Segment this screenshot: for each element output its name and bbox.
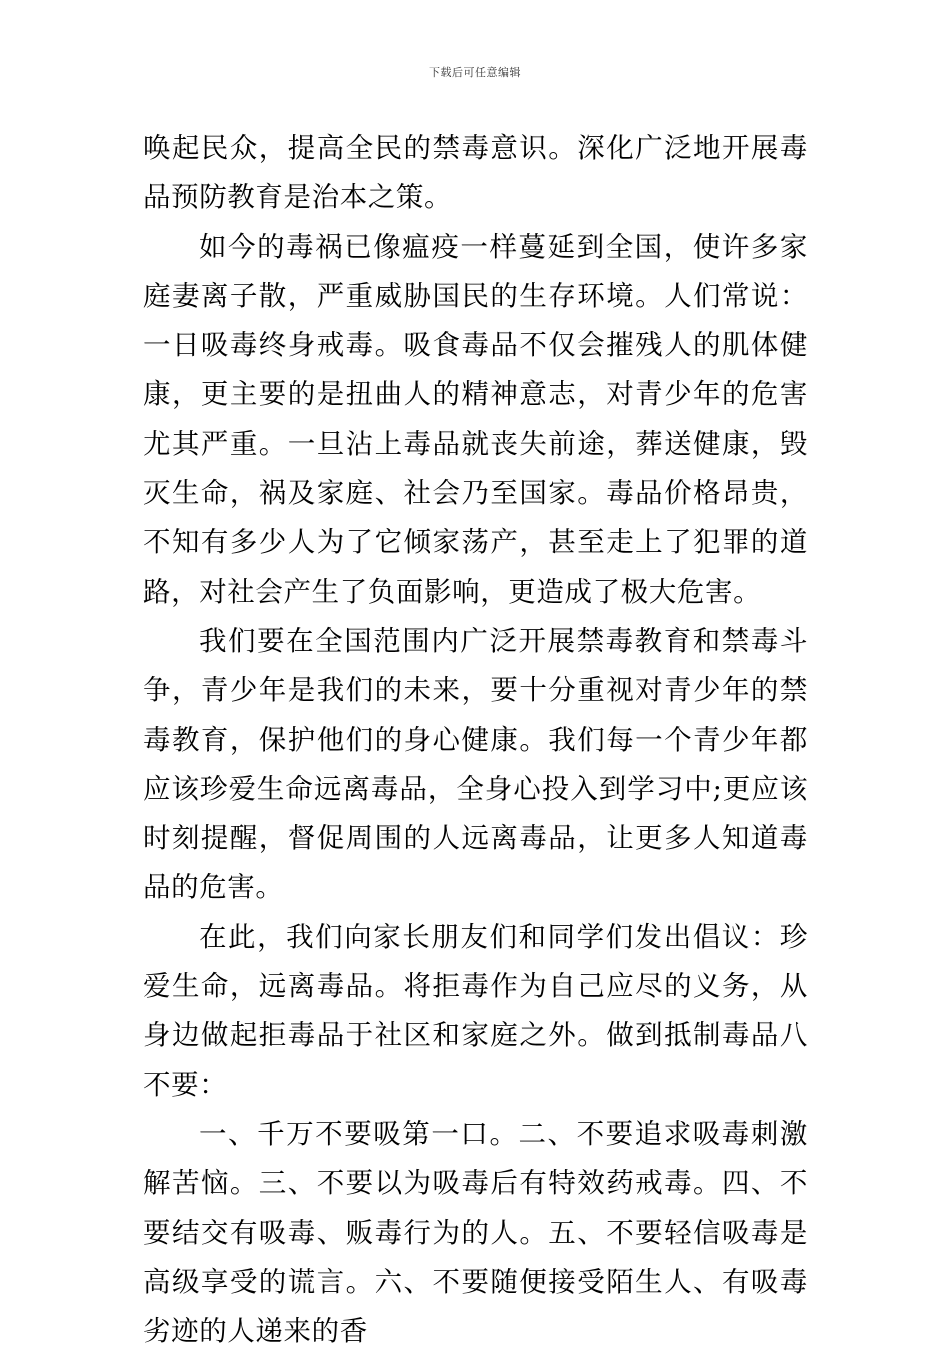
paragraph-1: 唤起民众，提高全民的禁毒意识。深化广泛地开展毒品预防教育是治本之策。 — [143, 132, 808, 214]
paragraph-2: 如今的毒祸已像瘟疫一样蔓延到全国，使许多家庭妻离子散，严重威胁国民的生存环境。人们常说：一日吸毒终身戒毒。吸食毒品不仅会摧残人的肌体健康，更主要的是扭曲人的精神意志，对青少年的危害尤其严重。一旦沾上毒品就丧失前途，葬送健康，毁灭生命，祸及家庭、社会乃至国家。毒品价格昂贵，不知有多少人为了它倾家荡产，甚至走上了犯罪的道路，对社会产生了负面影响，更造成了极大危害。 — [143, 230, 808, 608]
page-header-note: 下载后可任意编辑 — [429, 66, 521, 79]
paragraph-3: 我们要在全国范围内广泛开展禁毒教育和禁毒斗争，青少年是我们的未来，要十分重视对青少年的禁毒教育，保护他们的身心健康。我们每一个青少年都应该珍爱生命远离毒品，全身心投入到学习中;更应该时刻提醒，督促周围的人远离毒品，让更多人知道毒品的危害。 — [143, 624, 808, 904]
paragraph-4: 在此，我们向家长朋友们和同学们发出倡议：珍爱生命，远离毒品。将拒毒作为自己应尽的义务，从身边做起拒毒品于社区和家庭之外。做到抵制毒品八不要： — [143, 920, 808, 1101]
paragraph-5: 一、千万不要吸第一口。二、不要追求吸毒刺激解苦恼。三、不要以为吸毒后有特效药戒毒。四、不要结交有吸毒、贩毒行为的人。五、不要轻信吸毒是高级享受的谎言。六、不要随便接受陌生人、有吸毒劣迹的人递来的香 — [143, 1117, 808, 1348]
document-body — [143, 124, 808, 1356]
